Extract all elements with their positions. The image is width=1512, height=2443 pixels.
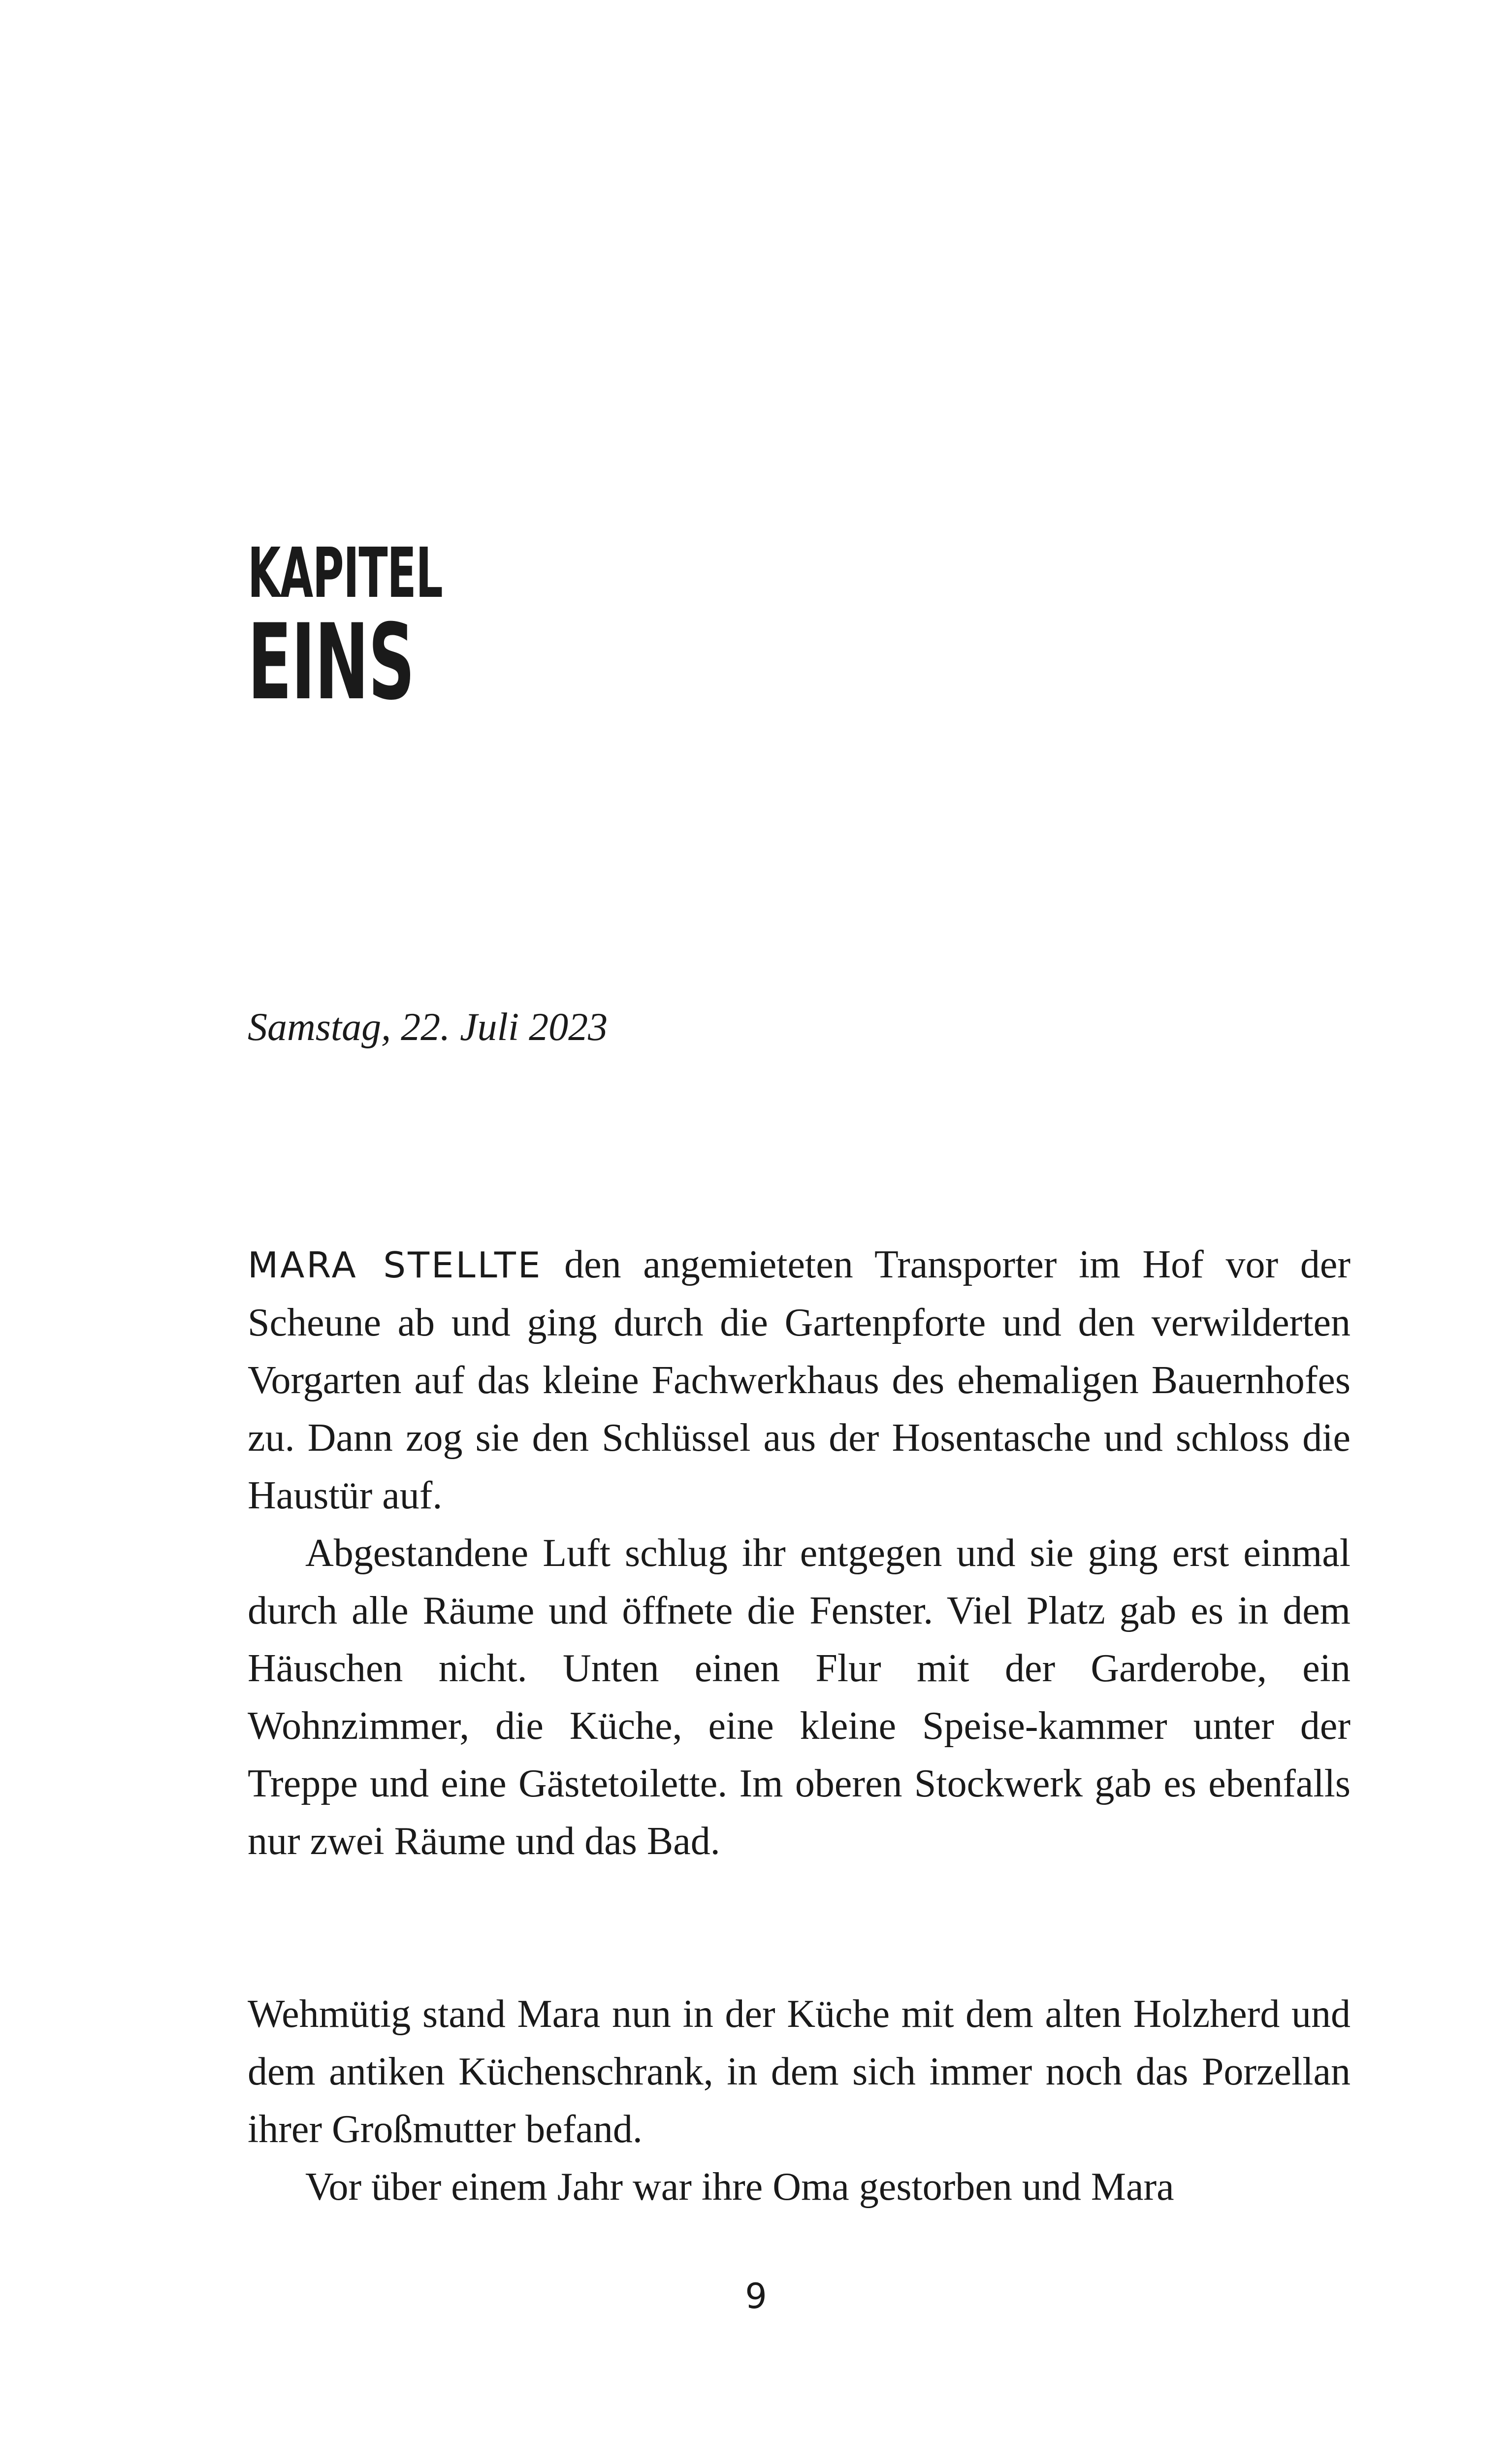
body-section-1	[248, 1236, 1351, 1870]
lead-in-small-caps: MARA STELLTE	[248, 1244, 543, 1286]
chapter-label: KAPITEL	[248, 533, 443, 614]
chapter-heading	[248, 533, 443, 723]
chapter-number: EINS	[248, 601, 415, 723]
paragraph-rooms: Abgestandene Luft schlug ihr entgegen und sie ging erst einmal durch alle Räume und öffnete die Fenster. Viel Platz gab es in dem Häuschen nicht. Unten einen Flur mit der Garderobe, ein Wohnzimmer, die Küche, eine kleine Speise-kammer unter der Treppe und eine Gästetoilette. Im oberen Stockwerk gab es ebenfalls nur zwei Räume und das Bad.	[248, 1531, 1351, 1863]
paragraph-opening-text: den angemieteten Transporter im Hof vor der Scheune ab und ging durch die Gartenpforte und den verwilderten Vorgarten auf das kleine Fachwerkhaus des ehemaligen Bauernhofes zu. Dann zog sie den Schlüssel aus der Hosentasche und schloss die Haustür auf.	[248, 1243, 1351, 1517]
paragraph-opening	[248, 1236, 1351, 1525]
date-line: Samstag, 22. Juli 2023	[248, 1006, 608, 1049]
page-number: 9	[745, 2276, 767, 2316]
paragraph-grandmother: Vor über einem Jahr war ihre Oma gestorben und Mara	[305, 2165, 1174, 2209]
body-section-2	[248, 1986, 1351, 2216]
paragraph-kitchen: Wehmütig stand Mara nun in der Küche mit dem alten Holzherd und dem antiken Küchenschrank, in dem sich immer noch das Porzellan ihrer Großmutter befand.	[248, 1992, 1351, 2151]
